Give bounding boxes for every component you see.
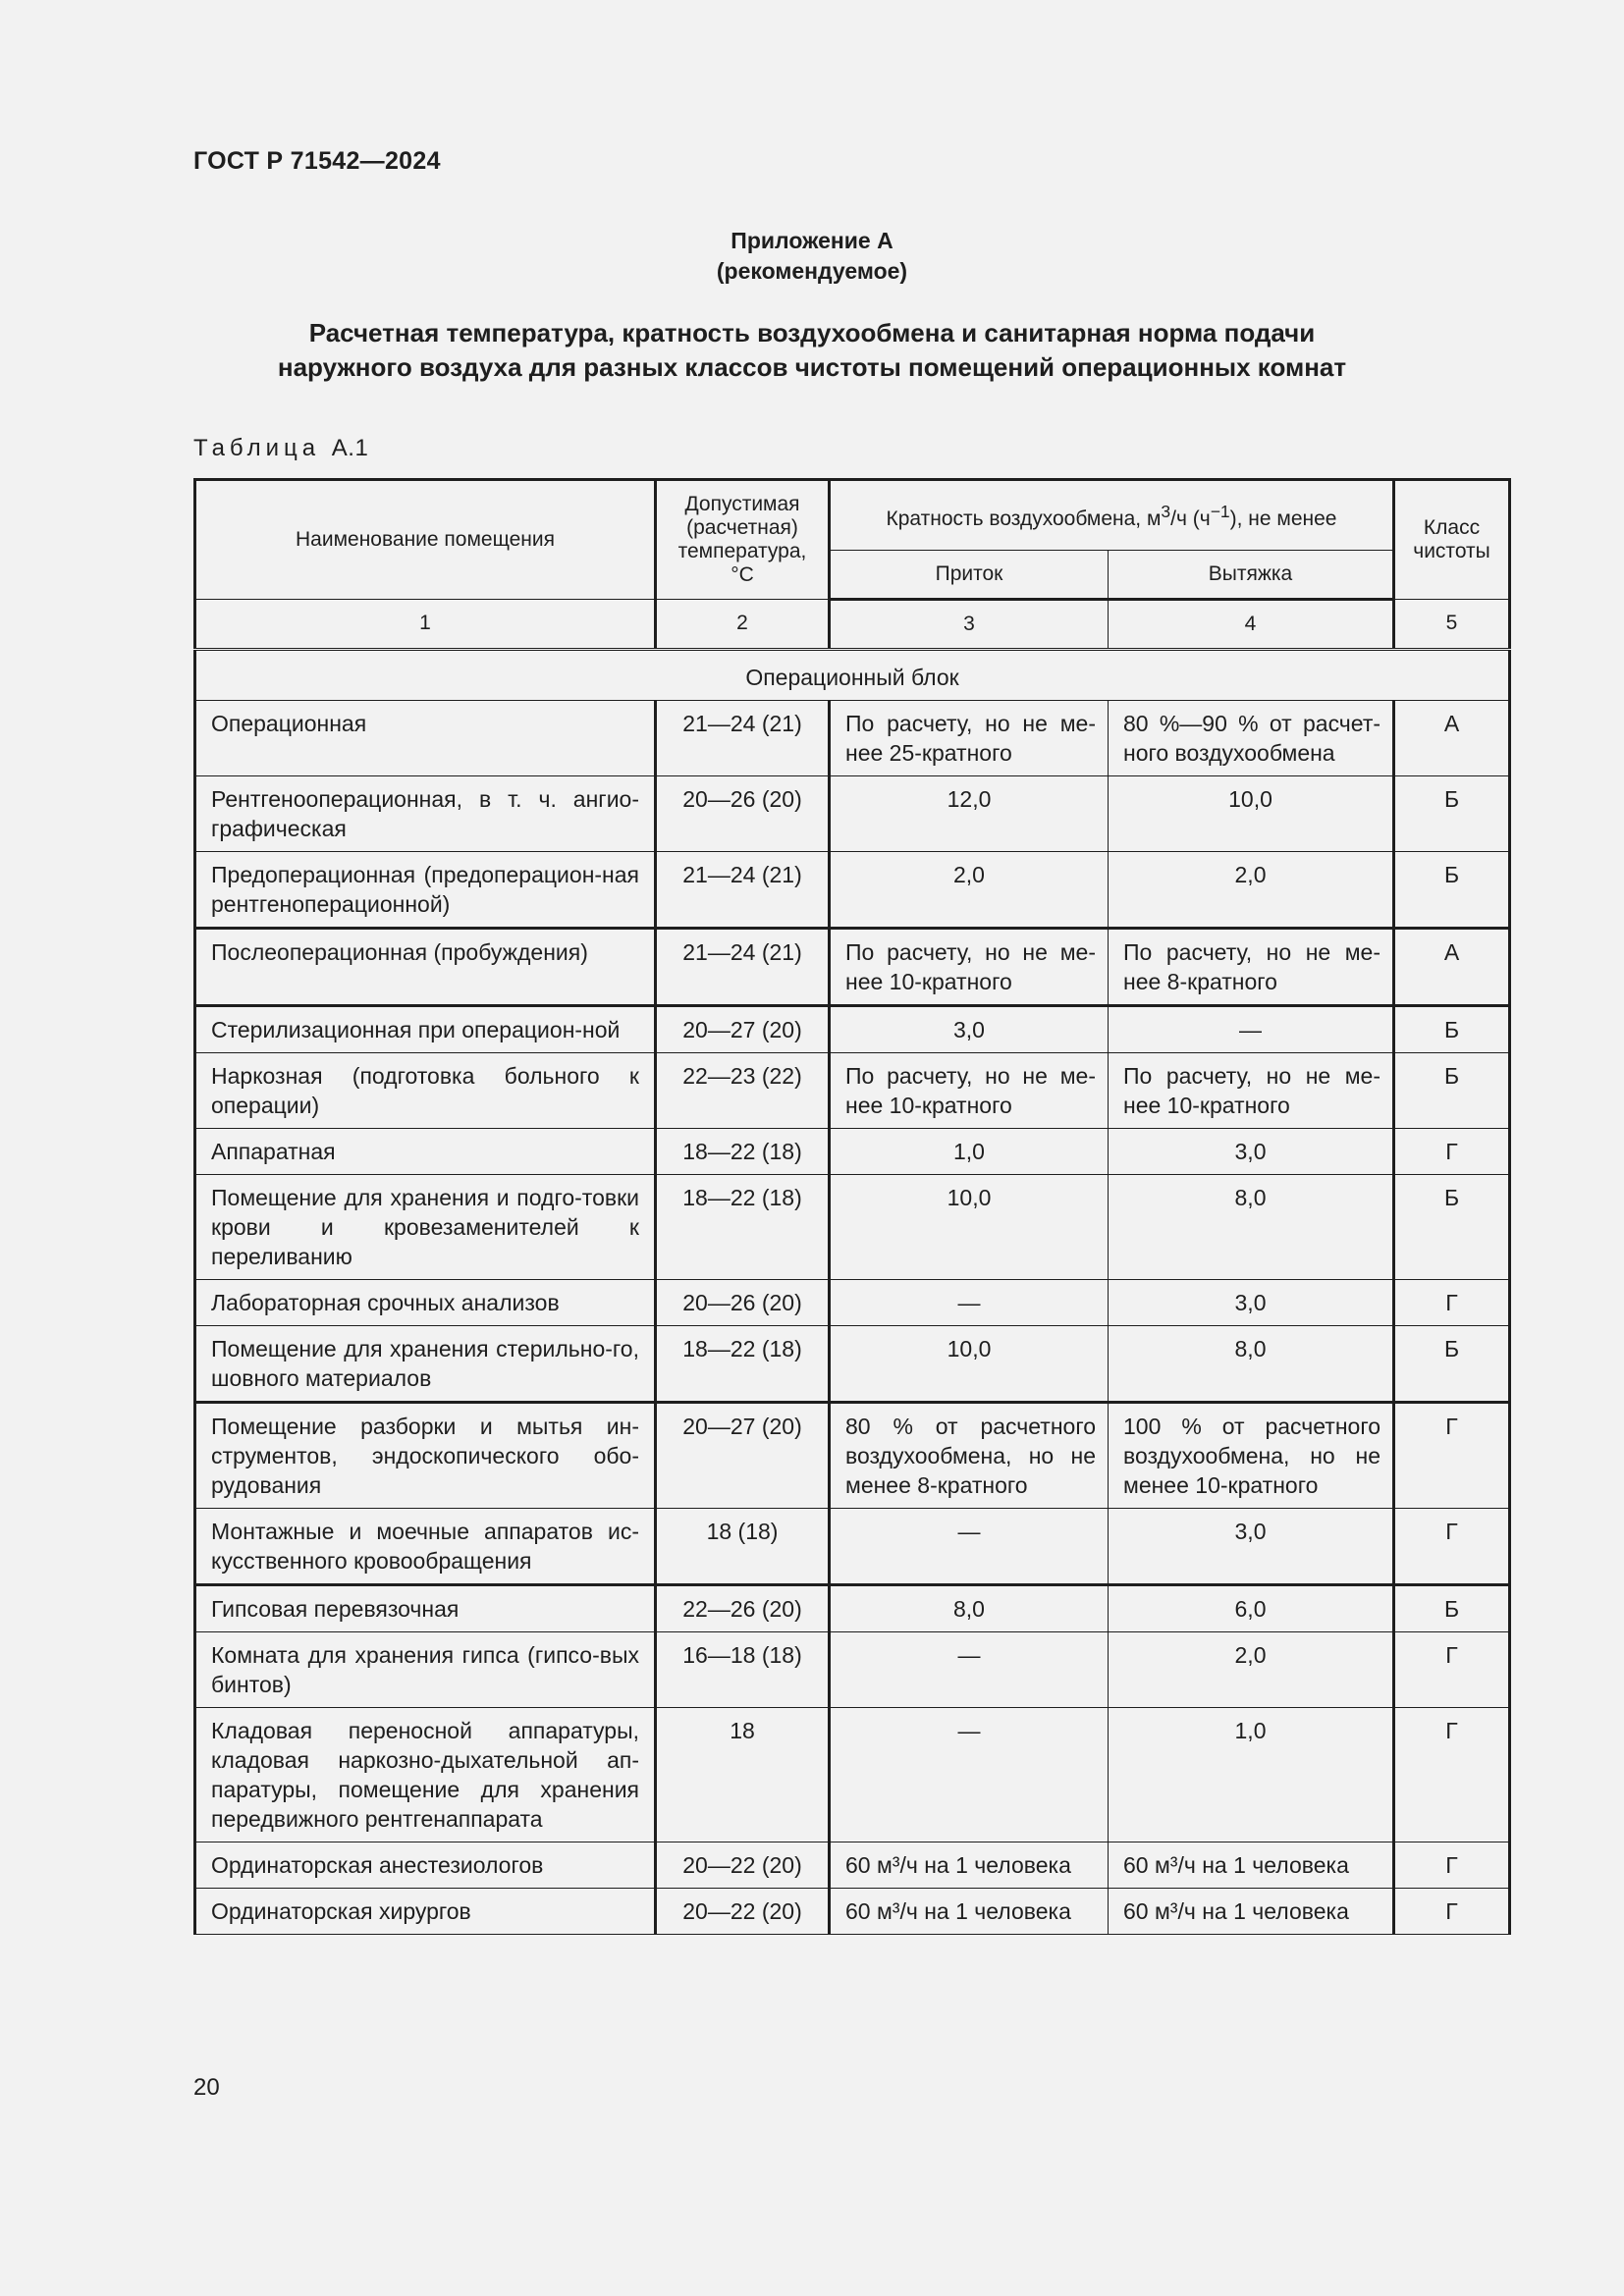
exhaust-cell: 8,0	[1109, 1175, 1394, 1280]
table-row	[195, 1632, 1510, 1708]
temperature-cell: 20—26 (20)	[656, 776, 830, 852]
exhaust-cell: 10,0	[1109, 776, 1394, 852]
room-name-cell: Помещение для хранения и подго-товки крови и кровезаменителей к переливанию	[195, 1175, 656, 1280]
appendix-label: Приложение А	[731, 228, 893, 253]
page-number: 20	[193, 2074, 220, 2101]
exhaust-cell: По расчету, но не ме-нее 10-кратного	[1109, 1053, 1394, 1129]
cleanliness-class-cell: Б	[1394, 1175, 1510, 1280]
header-air-exchange	[830, 480, 1394, 551]
exhaust-cell: 3,0	[1109, 1509, 1394, 1585]
exhaust-cell: 8,0	[1109, 1326, 1394, 1403]
table-row	[195, 1129, 1510, 1175]
table-row	[195, 701, 1510, 776]
supply-cell: 10,0	[830, 1175, 1109, 1280]
supply-cell: 3,0	[830, 1006, 1109, 1053]
room-name-cell: Комната для хранения гипса (гипсо-вых бинтов)	[195, 1632, 656, 1708]
room-name-cell: Монтажные и моечные аппаратов ис-кусственного кровообращения	[195, 1509, 656, 1585]
page-title-line-2: наружного воздуха для разных классов чистоты помещений операционных комнат	[277, 352, 1347, 382]
table-row	[195, 1175, 1510, 1280]
table-row	[195, 776, 1510, 852]
table-row	[195, 1842, 1510, 1889]
data-table	[193, 478, 1511, 1935]
supply-cell: —	[830, 1632, 1109, 1708]
exhaust-cell: 60 м³/ч на 1 человека	[1109, 1889, 1394, 1935]
supply-cell: По расчету, но не ме-нее 10-кратного	[830, 929, 1109, 1006]
cleanliness-class-cell: Г	[1394, 1280, 1510, 1326]
table-row	[195, 1403, 1510, 1509]
temperature-cell: 20—22 (20)	[656, 1889, 830, 1935]
supply-cell: —	[830, 1280, 1109, 1326]
column-number-row	[195, 600, 1510, 650]
temperature-cell: 22—26 (20)	[656, 1585, 830, 1632]
exhaust-cell: 80 %—90 % от расчет-ного воздухообмена	[1109, 701, 1394, 776]
temperature-cell: 18—22 (18)	[656, 1175, 830, 1280]
cleanliness-class-cell: Г	[1394, 1889, 1510, 1935]
table-row	[195, 1053, 1510, 1129]
room-name-cell: Рентгенооперационная, в т. ч. ангио-графическая	[195, 776, 656, 852]
room-name-cell: Стерилизационная при операцион-ной	[195, 1006, 656, 1053]
cleanliness-class-cell: А	[1394, 929, 1510, 1006]
table-row	[195, 1889, 1510, 1935]
appendix-heading	[0, 226, 1624, 287]
cleanliness-class-cell: Б	[1394, 1053, 1510, 1129]
room-name-cell: Помещение разборки и мытья ин-струментов, эндоскопического обо-рудования	[195, 1403, 656, 1509]
cleanliness-class-cell: А	[1394, 701, 1510, 776]
table-row	[195, 929, 1510, 1006]
table-row	[195, 1585, 1510, 1632]
exhaust-cell: 3,0	[1109, 1129, 1394, 1175]
table-row	[195, 1006, 1510, 1053]
table-row	[195, 1708, 1510, 1842]
supply-cell: 1,0	[830, 1129, 1109, 1175]
header-row-1	[195, 480, 1510, 551]
cleanliness-class-cell: Б	[1394, 1006, 1510, 1053]
temperature-cell: 20—27 (20)	[656, 1403, 830, 1509]
temperature-cell: 18	[656, 1708, 830, 1842]
room-name-cell: Помещение для хранения стерильно-го, шовного материалов	[195, 1326, 656, 1403]
temperature-cell: 21—24 (21)	[656, 701, 830, 776]
room-name-cell: Операционная	[195, 701, 656, 776]
header-air-exchange-sup-a: 3	[1161, 502, 1171, 521]
temperature-cell: 21—24 (21)	[656, 852, 830, 929]
exhaust-cell: 3,0	[1109, 1280, 1394, 1326]
table-caption	[193, 435, 368, 462]
header-name: Наименование помещения	[195, 480, 656, 600]
table-row	[195, 852, 1510, 929]
header-air-exchange-text-a: Кратность воздухообмена, м	[886, 507, 1162, 530]
cleanliness-class-cell: Г	[1394, 1708, 1510, 1842]
temperature-cell: 20—22 (20)	[656, 1842, 830, 1889]
room-name-cell: Гипсовая перевязочная	[195, 1585, 656, 1632]
room-name-cell: Наркозная (подготовка больного к операции)	[195, 1053, 656, 1129]
column-number: 1	[195, 600, 656, 650]
table-row	[195, 1509, 1510, 1585]
exhaust-cell: По расчету, но не ме-нее 8-кратного	[1109, 929, 1394, 1006]
temperature-cell: 18 (18)	[656, 1509, 830, 1585]
supply-cell: 12,0	[830, 776, 1109, 852]
header-exhaust: Вытяжка	[1109, 551, 1394, 600]
table-row	[195, 1280, 1510, 1326]
supply-cell: 10,0	[830, 1326, 1109, 1403]
cleanliness-class-cell: Б	[1394, 776, 1510, 852]
supply-cell: —	[830, 1509, 1109, 1585]
room-name-cell: Кладовая переносной аппаратуры, кладовая наркозно-дыхательной ап-паратуры, помещение для хранения передвижного рентгенаппарата	[195, 1708, 656, 1842]
cleanliness-class-cell: Г	[1394, 1632, 1510, 1708]
table-caption-number: А.1	[331, 435, 369, 461]
cleanliness-class-cell: Г	[1394, 1509, 1510, 1585]
exhaust-cell: 6,0	[1109, 1585, 1394, 1632]
header-air-exchange-sup-b: −1	[1210, 502, 1230, 521]
temperature-cell: 20—26 (20)	[656, 1280, 830, 1326]
temperature-cell: 21—24 (21)	[656, 929, 830, 1006]
supply-cell: 8,0	[830, 1585, 1109, 1632]
header-supply: Приток	[830, 551, 1109, 600]
page-title-line-1: Расчетная температура, кратность воздухообмена и санитарная норма подачи	[308, 318, 1316, 347]
section-heading: Операционный блок	[195, 650, 1510, 701]
exhaust-cell: 60 м³/ч на 1 человека	[1109, 1842, 1394, 1889]
column-number: 3	[830, 600, 1109, 650]
table-caption-word: Таблица	[193, 435, 321, 461]
appendix-status: (рекомендуемое)	[716, 258, 908, 284]
room-name-cell: Послеоперационная (пробуждения)	[195, 929, 656, 1006]
exhaust-cell: 2,0	[1109, 852, 1394, 929]
temperature-cell: 20—27 (20)	[656, 1006, 830, 1053]
supply-cell: —	[830, 1708, 1109, 1842]
header-air-exchange-text-b: /ч (ч	[1170, 507, 1211, 530]
supply-cell: 2,0	[830, 852, 1109, 929]
room-name-cell: Ординаторская хирургов	[195, 1889, 656, 1935]
exhaust-cell: 1,0	[1109, 1708, 1394, 1842]
cleanliness-class-cell: Г	[1394, 1129, 1510, 1175]
cleanliness-class-cell: Б	[1394, 852, 1510, 929]
supply-cell: По расчету, но не ме-нее 25-кратного	[830, 701, 1109, 776]
supply-cell: 60 м³/ч на 1 человека	[830, 1889, 1109, 1935]
column-number: 2	[656, 600, 830, 650]
header-air-exchange-text-c: ), не менее	[1229, 507, 1337, 530]
cleanliness-class-cell: Б	[1394, 1585, 1510, 1632]
cleanliness-class-cell: Г	[1394, 1403, 1510, 1509]
temperature-cell: 18—22 (18)	[656, 1129, 830, 1175]
room-name-cell: Лабораторная срочных анализов	[195, 1280, 656, 1326]
temperature-cell: 18—22 (18)	[656, 1326, 830, 1403]
section-row	[195, 650, 1510, 701]
room-name-cell: Ординаторская анестезиологов	[195, 1842, 656, 1889]
exhaust-cell: —	[1109, 1006, 1394, 1053]
cleanliness-class-cell: Б	[1394, 1326, 1510, 1403]
column-number: 4	[1109, 600, 1394, 650]
cleanliness-class-cell: Г	[1394, 1842, 1510, 1889]
header-temperature: Допустимая (расчетная) температура, °С	[656, 480, 830, 600]
exhaust-cell: 2,0	[1109, 1632, 1394, 1708]
header-cleanliness-class: Класс чистоты	[1394, 480, 1510, 600]
document-standard-id: ГОСТ Р 71542—2024	[193, 147, 441, 175]
room-name-cell: Предоперационная (предоперацион-ная рентгеноперационной)	[195, 852, 656, 929]
column-number: 5	[1394, 600, 1510, 650]
temperature-cell: 16—18 (18)	[656, 1632, 830, 1708]
page-title	[0, 316, 1624, 385]
table-row	[195, 1326, 1510, 1403]
room-name-cell: Аппаратная	[195, 1129, 656, 1175]
supply-cell: По расчету, но не ме-нее 10-кратного	[830, 1053, 1109, 1129]
supply-cell: 80 % от расчетного воздухообмена, но не менее 8-кратного	[830, 1403, 1109, 1509]
temperature-cell: 22—23 (22)	[656, 1053, 830, 1129]
supply-cell: 60 м³/ч на 1 человека	[830, 1842, 1109, 1889]
exhaust-cell: 100 % от расчетного воздухообмена, но не менее 10-кратного	[1109, 1403, 1394, 1509]
